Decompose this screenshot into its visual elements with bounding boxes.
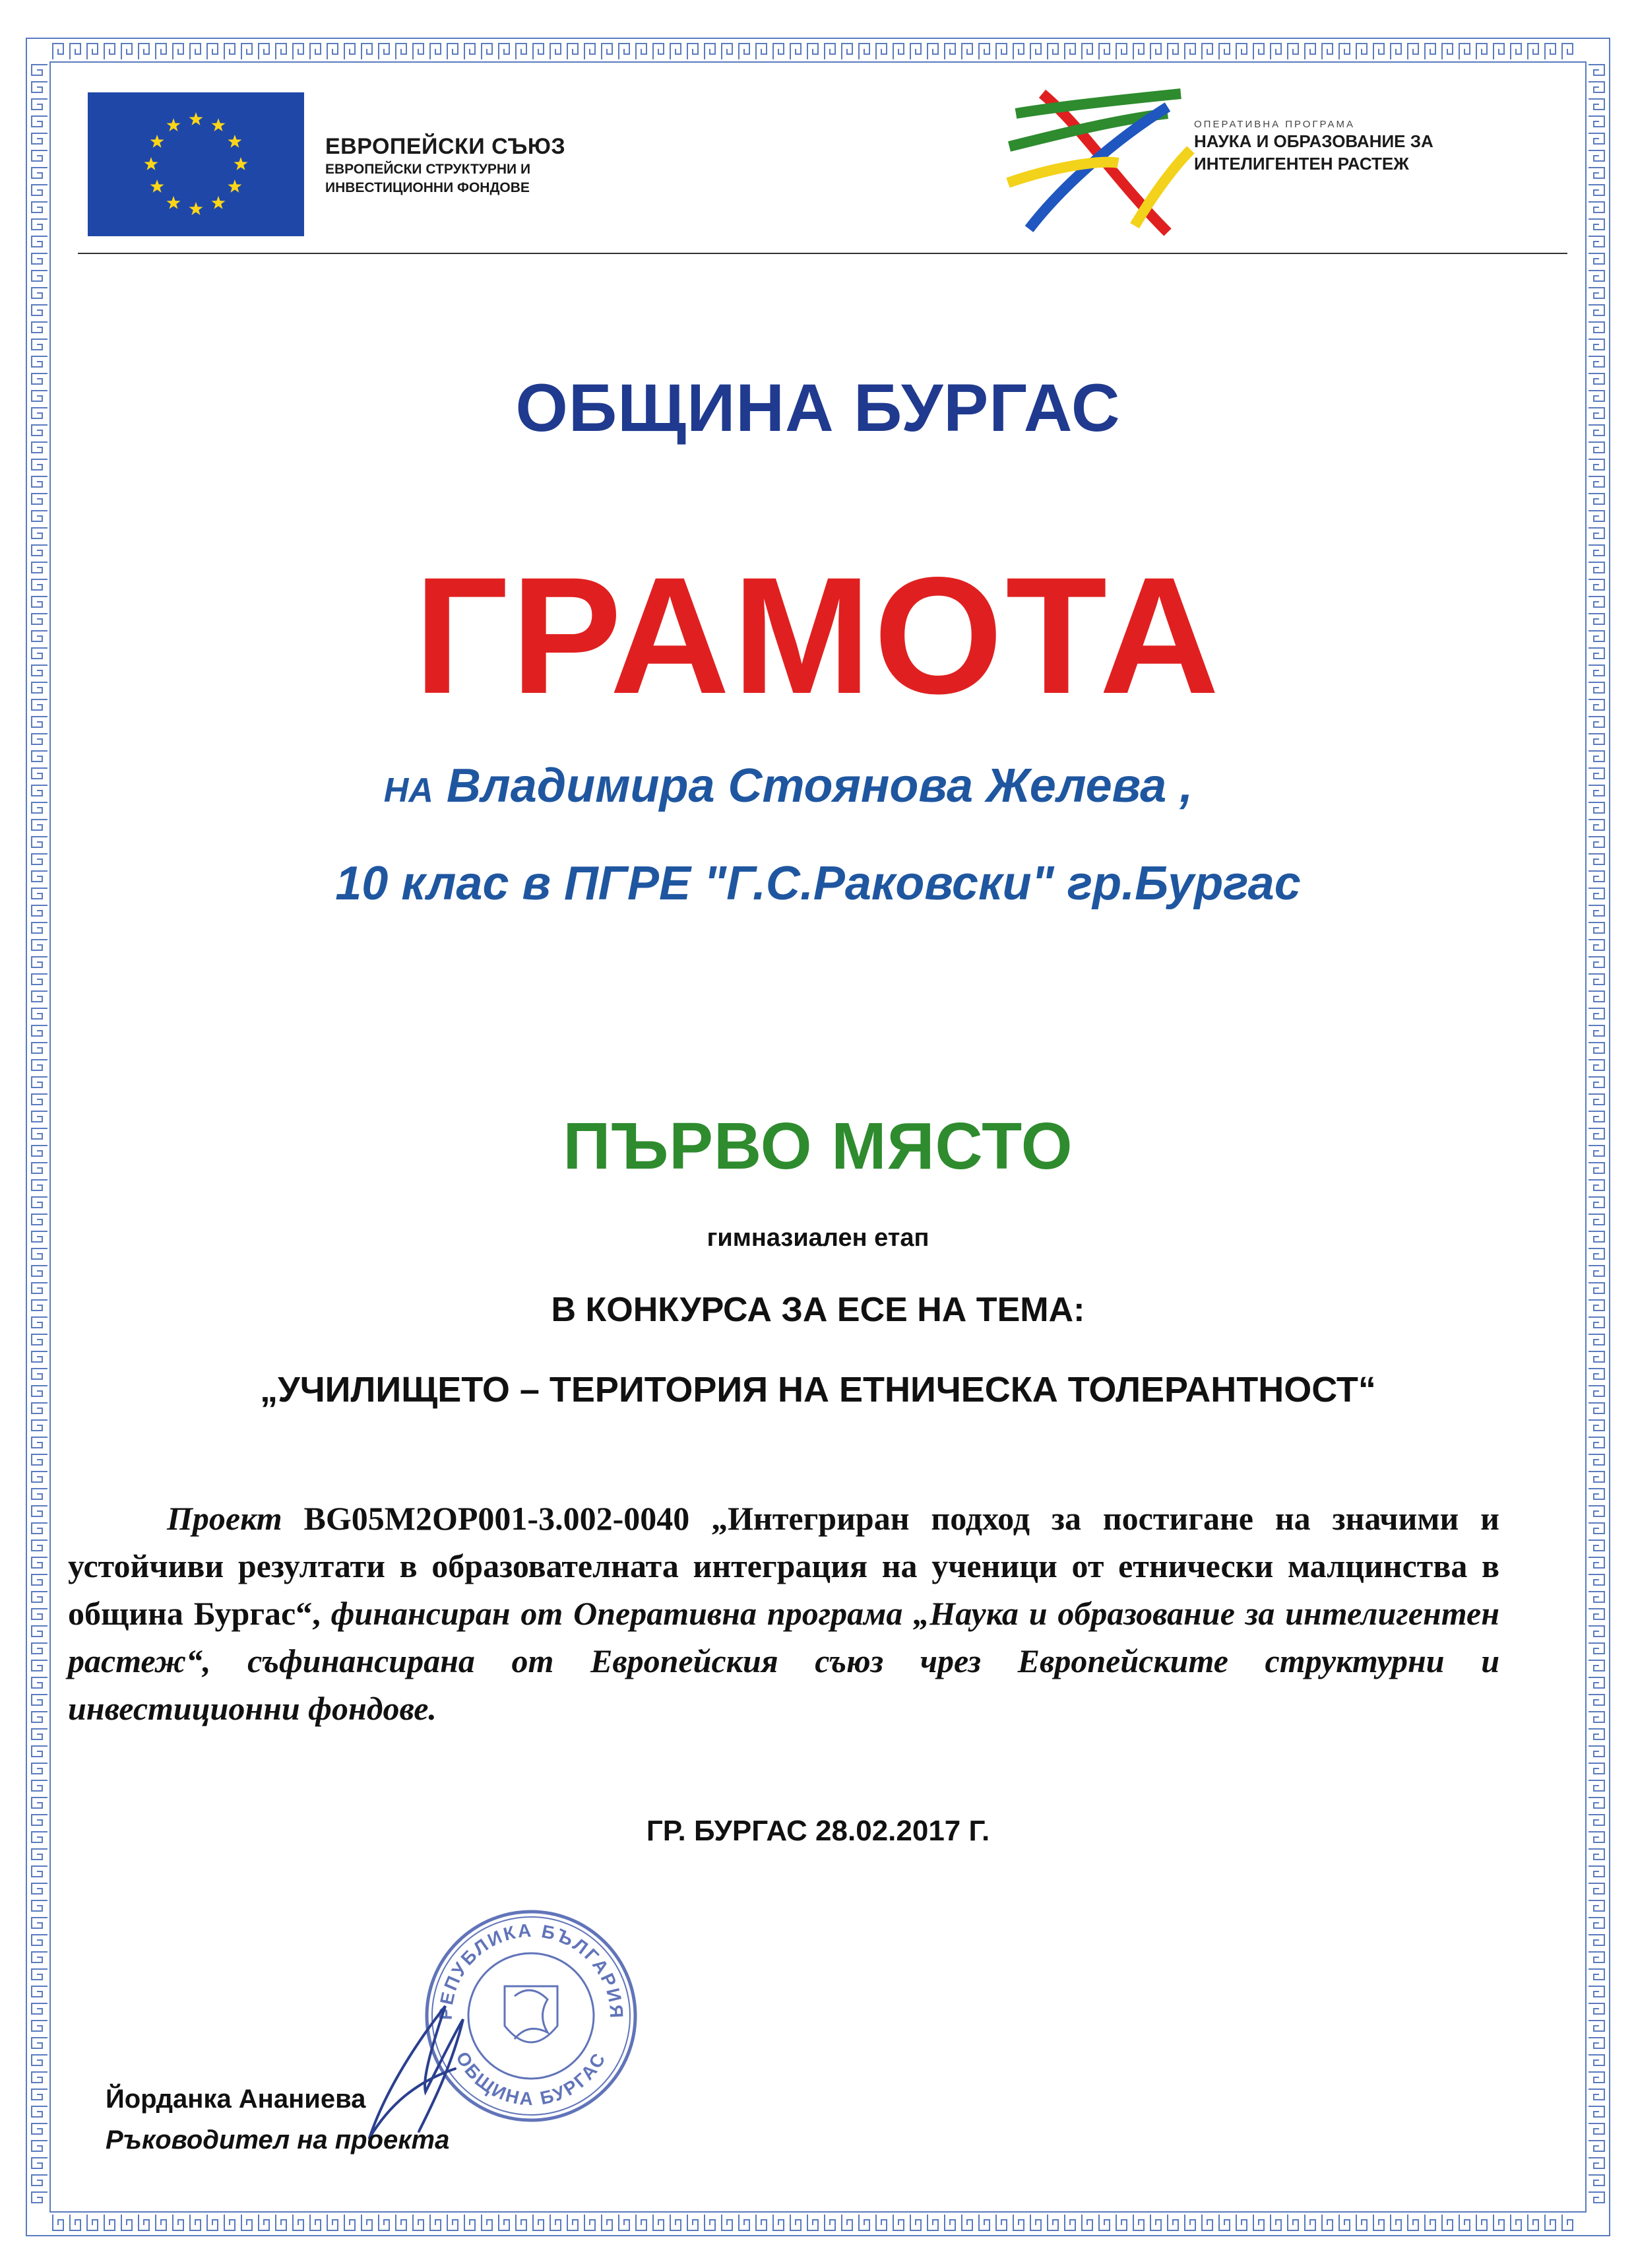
eu-logo-line3: ИНВЕСТИЦИОННИ ФОНДОВЕ bbox=[325, 180, 530, 195]
op-logo-line1: НАУКА И ОБРАЗОВАНИЕ ЗА bbox=[1194, 131, 1433, 151]
header-divider bbox=[78, 253, 1567, 254]
eu-logo-text bbox=[325, 134, 565, 197]
project-description bbox=[68, 1495, 1499, 1732]
essay-topic: „УЧИЛИЩЕТО – ТЕРИТОРИЯ НА ЕТНИЧЕСКА ТОЛЕРАНТНОСТ“ bbox=[260, 1370, 1376, 1409]
recipient-name: Владимира Стоянова Желева , bbox=[446, 760, 1193, 812]
op-logo-small: ОПЕРАТИВНА ПРОГРАМА bbox=[1194, 119, 1355, 130]
award-place: ПЪРВО МЯСТО bbox=[563, 1109, 1073, 1183]
eu-star-icon bbox=[167, 196, 181, 209]
class-school-line: 10 клас в ПГРЕ "Г.С.Раковски" гр.Бургас bbox=[335, 857, 1301, 910]
eu-star-icon bbox=[234, 157, 248, 170]
seal-text-bottom: ОБЩИНА БУРГАС bbox=[452, 2048, 610, 2110]
project-code-and-name: BG05M2OP001-3.002-0040 „Интегриран подход за постигане на значими и устойчиви резултати в образователната интеграция на ученици от етнически малцинства в община Бургас“, bbox=[68, 1500, 1499, 1632]
eu-star-icon bbox=[167, 118, 181, 131]
certificate-title: ГРАМОТА bbox=[414, 543, 1222, 729]
place-and-date: ГР. БУРГАС 28.02.2017 Г. bbox=[646, 1815, 990, 1847]
project-label: Проект bbox=[167, 1500, 282, 1537]
eu-logo-line1: ЕВРОПЕЙСКИ СЪЮЗ bbox=[325, 134, 566, 159]
eu-star-icon bbox=[228, 135, 241, 148]
signer-name: Йорданка Ананиева bbox=[106, 2085, 366, 2114]
eu-star-icon bbox=[212, 196, 226, 209]
signer-block bbox=[106, 2079, 449, 2160]
eu-star-icon bbox=[212, 118, 226, 131]
eu-logo-line2: ЕВРОПЕЙСКИ СТРУКТУРНИ И bbox=[325, 162, 531, 177]
project-funding: финансиран от Оперативна програма „Наука и образование за интелигентен растеж“, съфинансирана от Европейския съюз чрез Европейските структурни и инвестиционни фондове. bbox=[68, 1595, 1499, 1727]
signer-role: Ръководител на проекта bbox=[106, 2125, 450, 2155]
eu-star-icon bbox=[150, 135, 164, 148]
contest-line: В КОНКУРСА ЗА ЕСЕ НА ТЕМА: bbox=[551, 1291, 1085, 1329]
operational-programme-logo bbox=[1003, 87, 1195, 238]
seal-text-top: РЕПУБЛИКА БЪЛГАРИЯ bbox=[435, 1920, 627, 2021]
recipient-prefix: НА bbox=[383, 771, 433, 810]
eu-star-icon bbox=[189, 202, 203, 215]
eu-star-icon bbox=[189, 112, 203, 125]
op-logo-text bbox=[1194, 119, 1433, 175]
competition-stage: гимназиален етап bbox=[707, 1224, 929, 1252]
eu-star-icon bbox=[228, 179, 241, 193]
op-logo-line2: ИНТЕЛИГЕНТЕН РАСТЕЖ bbox=[1194, 154, 1409, 174]
organization-name: ОБЩИНА БУРГАС bbox=[515, 370, 1121, 445]
recipient-line bbox=[0, 759, 1636, 813]
eu-star-icon bbox=[144, 157, 158, 170]
eu-star-icon bbox=[150, 179, 164, 193]
eu-flag-logo bbox=[88, 92, 304, 236]
